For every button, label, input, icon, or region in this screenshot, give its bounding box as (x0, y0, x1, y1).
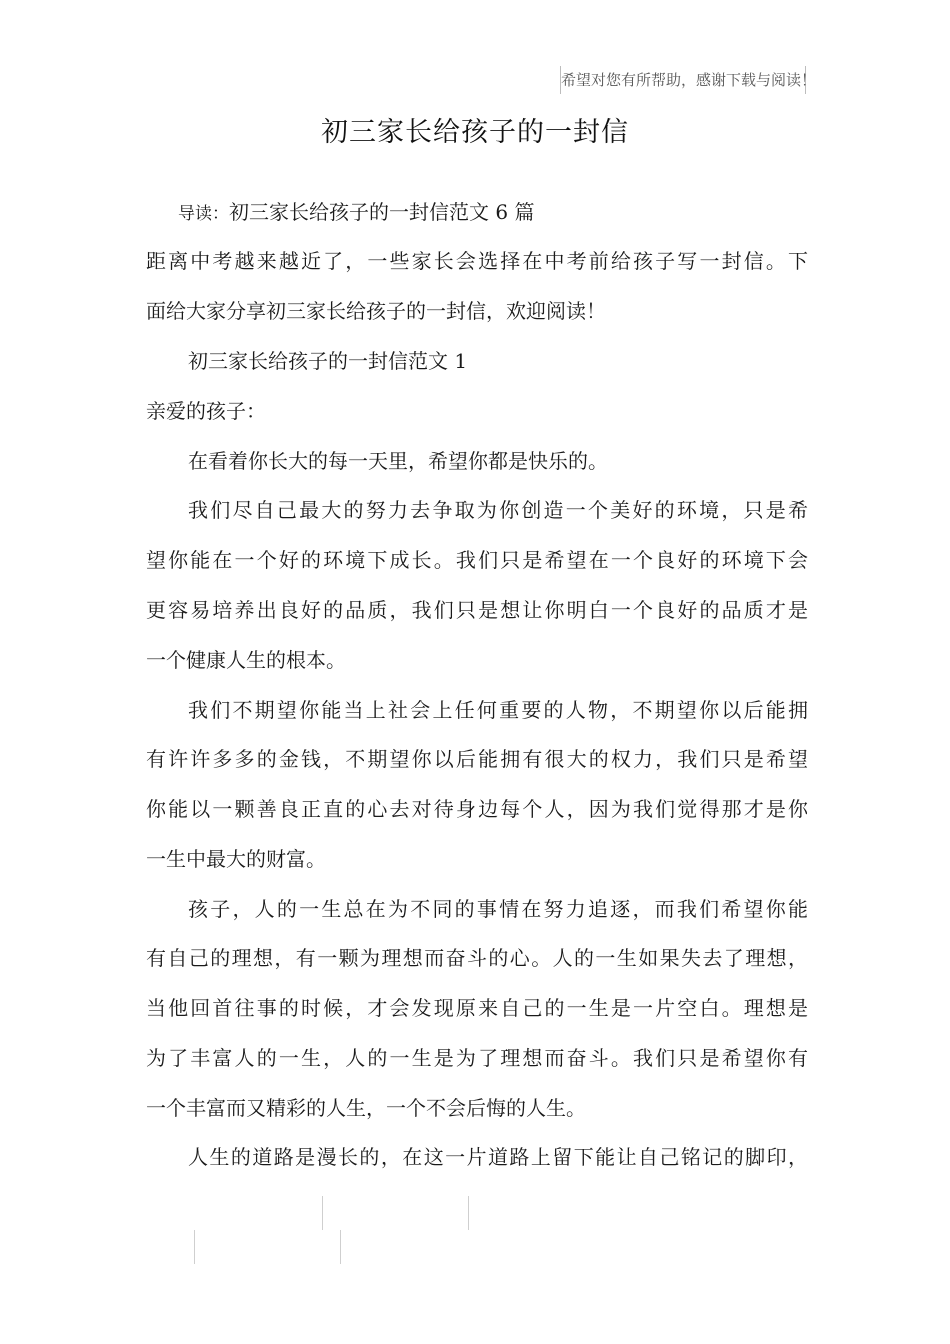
section-heading: 初三家长给孩子的一封信范文 1 (188, 349, 468, 373)
paragraph-line: 我们不期望你能当上社会上任何重要的人物，不期望你以后能拥 (188, 698, 808, 722)
footer-divider (322, 1196, 323, 1230)
paragraph-line: 孩子，人的一生总在为不同的事情在努力追逐，而我们希望你能 (188, 897, 808, 921)
paragraph-line: 人生的道路是漫长的，在这一片道路上留下能让自己铭记的脚印， (188, 1145, 808, 1169)
paragraph-line: 一生中最大的财富。 (146, 847, 326, 871)
footer-divider (468, 1196, 469, 1230)
paragraph-line: 你能以一颗善良正直的心去对待身边每个人，因为我们觉得那才是你 (146, 797, 808, 821)
paragraph-line: 为了丰富人的一生，人的一生是为了理想而奋斗。我们只是希望你有 (146, 1046, 808, 1070)
paragraph-line: 望你能在一个好的环境下成长。我们只是希望在一个良好的环境下会 (146, 548, 808, 572)
lead-line (178, 198, 534, 228)
footer-divider (194, 1230, 195, 1264)
paragraph-line: 面给大家分享初三家长给孩子的一封信，欢迎阅读！ (146, 299, 606, 323)
paragraph-line: 更容易培养出良好的品质，我们只是想让你明白一个良好的品质才是 (146, 598, 808, 622)
lead-text: 初三家长给孩子的一封信范文 6 篇 (229, 200, 535, 224)
paragraph-line: 有许许多多的金钱，不期望你以后能拥有很大的权力，我们只是希望 (146, 747, 808, 771)
salutation: 亲爱的孩子： (146, 399, 266, 423)
header-note: 希望对您有所帮助，感谢下载与阅读！ (560, 66, 806, 94)
lead-label: 导读： (178, 204, 229, 224)
paragraph-line: 一个丰富而又精彩的人生，一个不会后悔的人生。 (146, 1096, 586, 1120)
paragraph-line: 当他回首往事的时候，才会发现原来自己的一生是一片空白。理想是 (146, 996, 808, 1020)
paragraph-line: 距离中考越来越近了，一些家长会选择在中考前给孩子写一封信。下 (146, 249, 808, 273)
footer-divider (340, 1230, 341, 1264)
paragraph-line: 有自己的理想，有一颗为理想而奋斗的心。人的一生如果失去了理想， (146, 946, 808, 970)
paragraph-line: 一个健康人生的根本。 (146, 648, 346, 672)
paragraph-line: 我们尽自己最大的努力去争取为你创造一个美好的环境，只是希 (188, 498, 808, 522)
paragraph-line: 在看着你长大的每一天里，希望你都是快乐的。 (188, 449, 608, 473)
document-title: 初三家长给孩子的一封信 (321, 117, 629, 148)
